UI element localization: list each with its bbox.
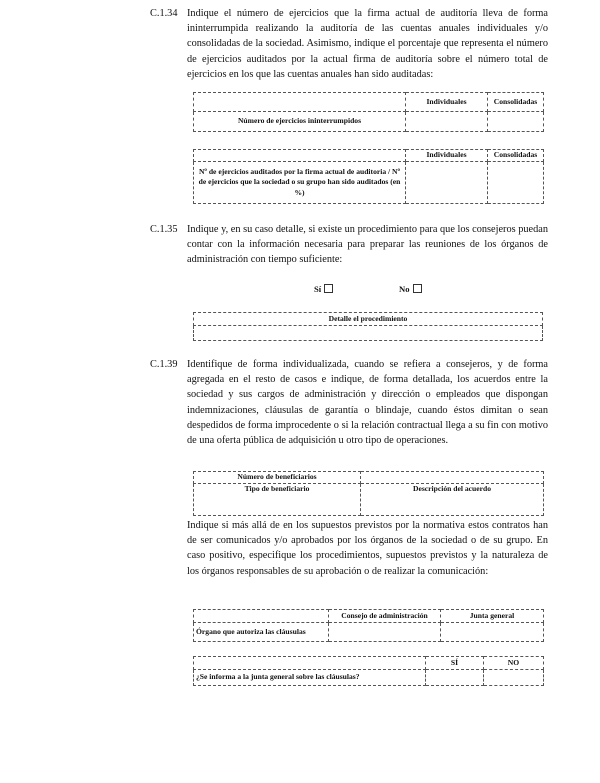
section-text: Identifique de forma individualizada, cuando se refiera a consejeros, y de forma agregada en el resto de casos e indique, de forma detallada, los acuerdos entre la sociedad y sus cargos de administración y dirección o empleados que dispongan indemnizaciones, cláusulas de garantía o blindaje, cuando éstos dimitan o sean despedidos de forma improcedente o si la relación contractual llega a su fin con motivo de una oferta pública de adquisición u otro tipo de operaciones. bbox=[187, 359, 548, 447]
table-header-empty bbox=[194, 657, 426, 670]
si-cell[interactable] bbox=[426, 670, 484, 686]
section-number: C.1.39 bbox=[150, 359, 178, 370]
no-cell[interactable] bbox=[484, 670, 544, 686]
procedure-detail-table bbox=[193, 312, 543, 341]
table-header-consolidadas: Consolidadas bbox=[488, 150, 544, 162]
individuales-cell[interactable] bbox=[406, 162, 488, 204]
beneficiaries-table bbox=[193, 471, 544, 516]
no-option[interactable] bbox=[399, 284, 422, 294]
detail-header: Detalle el procedimiento bbox=[194, 313, 543, 326]
si-option[interactable] bbox=[314, 284, 333, 294]
si-checkbox[interactable] bbox=[324, 284, 333, 293]
table-header-si: SÍ bbox=[426, 657, 484, 670]
c139-followup-text: Indique si más allá de en los supuestos previstos por la normativa estos contratos han de ser comunicados y/o aprobados por los órganos de la sociedad o de su grupo. En caso positivo, especifique los procedimientos, supuestos previstos y la naturaleza de los órganos responsables de su aprobación o de realizar la comunicación: bbox=[187, 520, 548, 577]
individuales-cell[interactable] bbox=[406, 112, 488, 132]
beneficiaries-label: Número de beneficiarios bbox=[194, 472, 361, 484]
consejo-cell[interactable] bbox=[329, 623, 441, 642]
detail-cell[interactable] bbox=[194, 326, 543, 341]
table-header-no: NO bbox=[484, 657, 544, 670]
section-number: C.1.34 bbox=[150, 8, 178, 19]
row-label: Número de ejercicios ininterrumpidos bbox=[194, 112, 406, 132]
table-header-individuales: Individuales bbox=[406, 150, 488, 162]
row-label: ¿Se informa a la junta general sobre las cláusulas? bbox=[194, 670, 426, 686]
table-header-consejo: Consejo de administración bbox=[329, 610, 441, 623]
row-label: Nº de ejercicios auditados por la firma actual de auditoria / Nº de ejercicios que la sociedad o su grupo han sido auditados (en %) bbox=[194, 162, 406, 204]
table-header-consolidadas: Consolidadas bbox=[488, 93, 544, 112]
row-label: Órgano que autoriza las cláusulas bbox=[194, 623, 329, 642]
consolidadas-cell[interactable] bbox=[488, 162, 544, 204]
authorizing-body-table bbox=[193, 609, 544, 642]
table-header-junta: Junta general bbox=[441, 610, 544, 623]
table-header-empty bbox=[194, 150, 406, 162]
si-label: Sí bbox=[314, 284, 322, 294]
audited-percentage-table bbox=[193, 149, 544, 204]
section-c135 bbox=[150, 222, 548, 268]
consolidadas-cell[interactable] bbox=[488, 112, 544, 132]
table-header-individuales: Individuales bbox=[406, 93, 488, 112]
section-number: C.1.35 bbox=[150, 224, 178, 235]
table-header-empty bbox=[194, 610, 329, 623]
agreement-description-label: Descripción del acuerdo bbox=[361, 484, 544, 516]
junta-cell[interactable] bbox=[441, 623, 544, 642]
table-header-empty bbox=[194, 93, 406, 112]
section-text: Indique y, en su caso detalle, si existe un procedimiento para que los consejeros puedan contar con la información necesaria para preparar las reuniones de los órganos de administración con tiempo suficiente: bbox=[187, 224, 548, 266]
section-text: Indique el número de ejercicios que la firma actual de auditoría lleva de forma ininterrumpida realizando la auditoría de las cuentas anuales individuales y/o consolidadas de la sociedad. Asimismo, indique el porcentaje que representa el número de ejercicios auditados por la actual firma de auditoría sobre el número total de ejercicios en los que las cuentas anuales han sido auditadas: bbox=[187, 8, 548, 80]
section-c134 bbox=[150, 6, 548, 82]
general-meeting-informed-table bbox=[193, 656, 544, 686]
beneficiary-type-label: Tipo de beneficiario bbox=[194, 484, 361, 516]
no-checkbox[interactable] bbox=[413, 284, 422, 293]
section-c139 bbox=[150, 357, 548, 448]
beneficiaries-value-cell[interactable] bbox=[361, 472, 544, 484]
ininterrupted-years-table bbox=[193, 92, 544, 132]
no-label: No bbox=[399, 284, 410, 294]
